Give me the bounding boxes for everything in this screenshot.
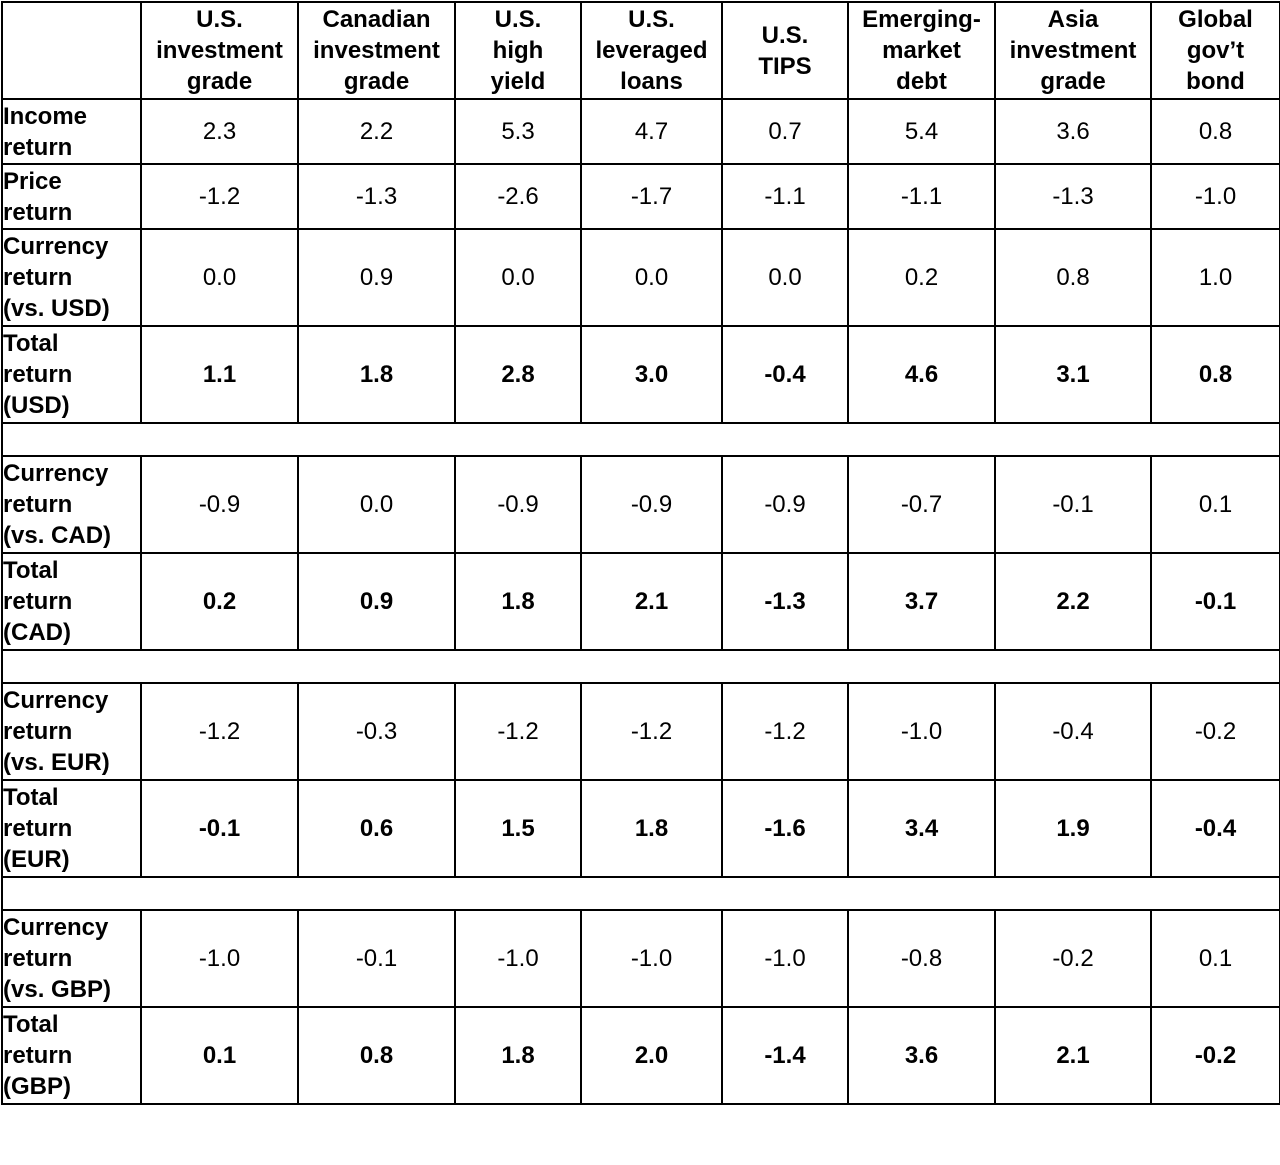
table-cell: 2.8 — [455, 326, 581, 423]
table-cell: -0.1 — [995, 456, 1151, 553]
table-cell: 0.8 — [1151, 99, 1280, 164]
table-cell: 0.1 — [141, 1007, 298, 1104]
table-cell: -0.2 — [1151, 1007, 1280, 1104]
spacer-cell — [2, 650, 1280, 683]
table-cell: 3.6 — [995, 99, 1151, 164]
table-cell: 2.0 — [581, 1007, 722, 1104]
table-cell: 0.0 — [722, 229, 848, 326]
table-cell: -0.8 — [848, 910, 995, 1007]
table-cell: -1.1 — [722, 164, 848, 229]
table-cell: -0.2 — [995, 910, 1151, 1007]
table-cell: -1.0 — [455, 910, 581, 1007]
table-cell: -1.4 — [722, 1007, 848, 1104]
table-row-currency-return-cad — [2, 456, 1280, 553]
column-header: Canadian investment grade — [298, 2, 455, 99]
table-cell: 2.1 — [995, 1007, 1151, 1104]
table-cell: -1.3 — [722, 553, 848, 650]
spacer-row — [2, 877, 1280, 910]
table-row-currency-return-usd — [2, 229, 1280, 326]
table-cell: -1.0 — [722, 910, 848, 1007]
table-cell: -0.1 — [298, 910, 455, 1007]
table-cell: -1.2 — [141, 683, 298, 780]
table-cell: -1.1 — [848, 164, 995, 229]
table-cell: -0.9 — [581, 456, 722, 553]
table-cell: -0.9 — [141, 456, 298, 553]
header-row — [2, 2, 1280, 99]
table-cell: 0.1 — [1151, 910, 1280, 1007]
table-cell: 0.0 — [298, 456, 455, 553]
table-cell: 0.2 — [848, 229, 995, 326]
table-cell: -1.3 — [298, 164, 455, 229]
table-cell: 0.8 — [298, 1007, 455, 1104]
row-header: Price return — [2, 164, 141, 229]
table-cell: -1.0 — [1151, 164, 1280, 229]
table-cell: 1.0 — [1151, 229, 1280, 326]
table-cell: -0.1 — [141, 780, 298, 877]
returns-table — [1, 1, 1280, 1105]
table-row-price-return — [2, 164, 1280, 229]
table-row-total-return-eur — [2, 780, 1280, 877]
table-cell: 3.6 — [848, 1007, 995, 1104]
table-cell: -1.6 — [722, 780, 848, 877]
column-header: Global gov’t bond — [1151, 2, 1280, 99]
table-cell: 0.7 — [722, 99, 848, 164]
row-header: Currency return (vs. GBP) — [2, 910, 141, 1007]
table-cell: -1.0 — [581, 910, 722, 1007]
table-row-currency-return-eur — [2, 683, 1280, 780]
column-header: U.S. high yield — [455, 2, 581, 99]
table-cell: 4.7 — [581, 99, 722, 164]
table-cell: 1.8 — [455, 1007, 581, 1104]
row-header: Currency return (vs. EUR) — [2, 683, 141, 780]
row-header: Total return (GBP) — [2, 1007, 141, 1104]
row-header: Currency return (vs. CAD) — [2, 456, 141, 553]
table-cell: -0.2 — [1151, 683, 1280, 780]
table-row-income-return — [2, 99, 1280, 164]
table-cell: 1.1 — [141, 326, 298, 423]
table-cell: 5.4 — [848, 99, 995, 164]
column-header: U.S. investment grade — [141, 2, 298, 99]
table-cell: 2.1 — [581, 553, 722, 650]
table-cell: -0.7 — [848, 456, 995, 553]
table-cell: -0.4 — [995, 683, 1151, 780]
column-header: U.S. TIPS — [722, 2, 848, 99]
table-cell: -2.6 — [455, 164, 581, 229]
table-cell: -0.4 — [722, 326, 848, 423]
table-cell: 0.0 — [455, 229, 581, 326]
table-cell: -1.2 — [581, 683, 722, 780]
table-cell: -1.3 — [995, 164, 1151, 229]
row-header: Income return — [2, 99, 141, 164]
table-cell: -0.3 — [298, 683, 455, 780]
table-cell: 2.2 — [298, 99, 455, 164]
table-cell: 1.5 — [455, 780, 581, 877]
table-cell: 4.6 — [848, 326, 995, 423]
row-header: Total return (CAD) — [2, 553, 141, 650]
row-header: Total return (EUR) — [2, 780, 141, 877]
table-cell: 5.3 — [455, 99, 581, 164]
table-cell: 1.9 — [995, 780, 1151, 877]
table-row-currency-return-gbp — [2, 910, 1280, 1007]
column-header: Asia investment grade — [995, 2, 1151, 99]
table-cell: -0.1 — [1151, 553, 1280, 650]
table-cell: 0.8 — [1151, 326, 1280, 423]
table-cell: -1.0 — [141, 910, 298, 1007]
table-row-total-return-usd — [2, 326, 1280, 423]
row-header: Total return (USD) — [2, 326, 141, 423]
table-cell: 0.6 — [298, 780, 455, 877]
spacer-cell — [2, 423, 1280, 456]
table-cell: 0.8 — [995, 229, 1151, 326]
table-cell: 2.2 — [995, 553, 1151, 650]
column-header: Emerging- market debt — [848, 2, 995, 99]
spacer-row — [2, 650, 1280, 683]
table-cell: 3.7 — [848, 553, 995, 650]
table-cell: -1.2 — [141, 164, 298, 229]
table-cell: 1.8 — [298, 326, 455, 423]
table-cell: 0.9 — [298, 553, 455, 650]
table-cell: -0.4 — [1151, 780, 1280, 877]
table-cell: 2.3 — [141, 99, 298, 164]
row-header: Currency return (vs. USD) — [2, 229, 141, 326]
table-cell: -0.9 — [455, 456, 581, 553]
table-cell: 0.2 — [141, 553, 298, 650]
table-cell: 1.8 — [581, 780, 722, 877]
table-cell: 0.0 — [141, 229, 298, 326]
table-cell: 1.8 — [455, 553, 581, 650]
corner-cell — [2, 2, 141, 99]
table-cell: 3.0 — [581, 326, 722, 423]
column-header: U.S. leveraged loans — [581, 2, 722, 99]
table-cell: 3.1 — [995, 326, 1151, 423]
table-cell: -1.0 — [848, 683, 995, 780]
table-row-total-return-cad — [2, 553, 1280, 650]
table-cell: -1.2 — [455, 683, 581, 780]
table-cell: 0.1 — [1151, 456, 1280, 553]
table-cell: -1.7 — [581, 164, 722, 229]
spacer-row — [2, 423, 1280, 456]
table-cell: -1.2 — [722, 683, 848, 780]
spacer-cell — [2, 877, 1280, 910]
table-row-total-return-gbp — [2, 1007, 1280, 1104]
table-cell: 0.9 — [298, 229, 455, 326]
table-cell: 3.4 — [848, 780, 995, 877]
table-cell: 0.0 — [581, 229, 722, 326]
table-cell: -0.9 — [722, 456, 848, 553]
